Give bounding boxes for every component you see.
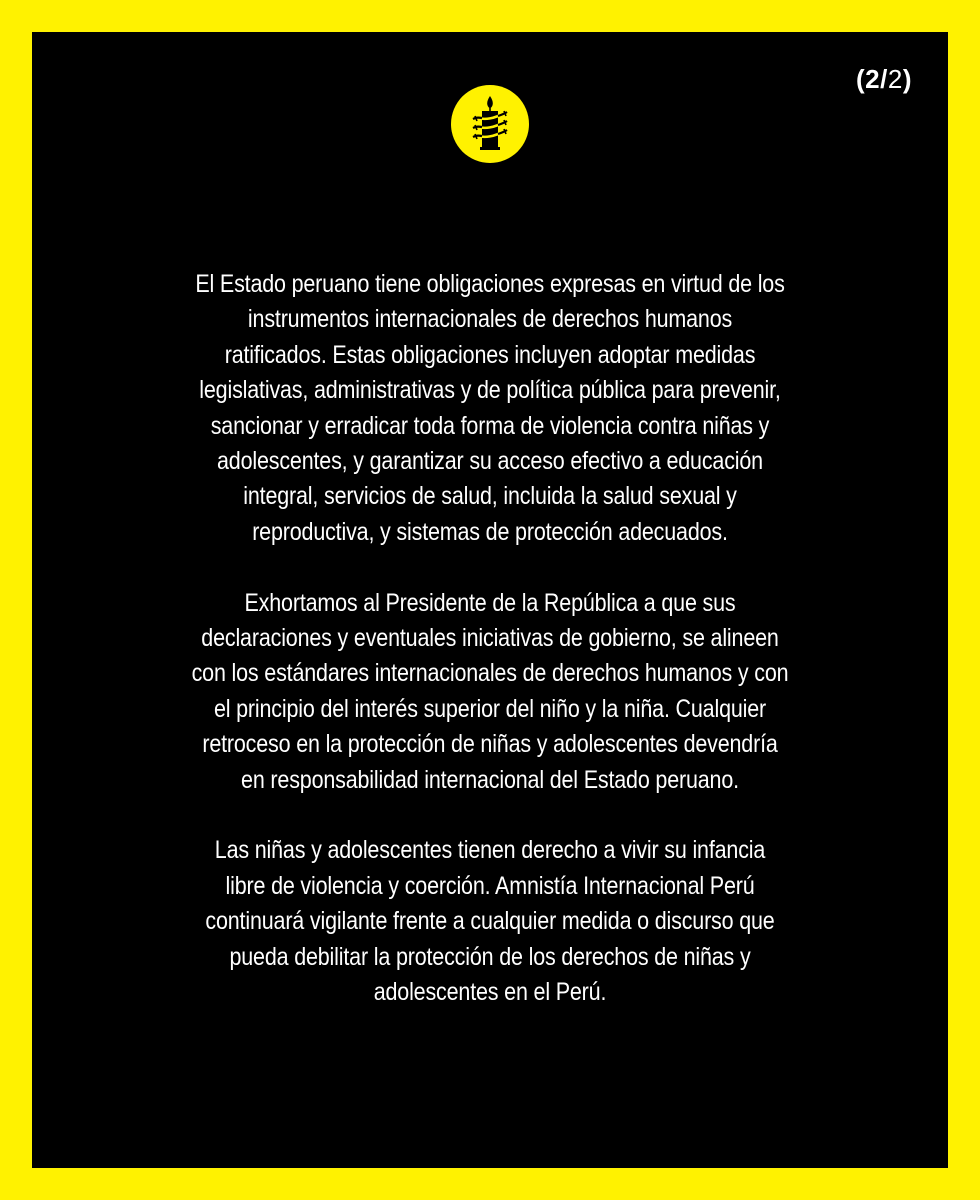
- text-line: libre de violencia y coerción. Amnistía Internacional Perú: [225, 871, 755, 900]
- text-line: declaraciones y eventuales iniciativas de gobierno, se alineen: [201, 624, 779, 653]
- page-indicator: [856, 64, 912, 95]
- text-line: con los estándares internacionales de derechos humanos y con: [191, 659, 789, 688]
- page-total: 2: [887, 64, 903, 94]
- text-line: en responsabilidad internacional del Estado peruano.: [241, 765, 739, 794]
- text-line: El Estado peruano tiene obligaciones expresas en virtud de los: [195, 270, 785, 298]
- text-line: reproductiva, y sistemas de protección adecuados.: [252, 517, 728, 546]
- paragraph-1: [72, 267, 908, 550]
- text-line: ratificados. Estas obligaciones incluyen adoptar medidas: [224, 340, 756, 369]
- text-line: Exhortamos al Presidente de la República a que sus: [244, 588, 736, 617]
- text-line: el principio del interés superior del niño y la niña. Cualquier: [213, 694, 767, 723]
- candle-barbed-wire-icon: [451, 85, 529, 163]
- amnesty-logo: [451, 85, 529, 163]
- text-line: adolescentes, y garantizar su acceso efectivo a educación: [217, 447, 763, 476]
- text-line: sancionar y erradicar toda forma de violencia contra niñas y: [210, 411, 770, 440]
- text-line: Las niñas y adolescentes tienen derecho a vivir su infancia: [214, 836, 766, 865]
- text-line: adolescentes en el Perú.: [373, 978, 607, 1007]
- paragraph-2: [72, 586, 908, 798]
- paragraph-3: [72, 833, 908, 1010]
- statement-text: [72, 267, 908, 1046]
- text-line: legislativas, administrativas y de política pública para prevenir,: [199, 376, 781, 405]
- text-line: integral, servicios de salud, incluida la salud sexual y: [243, 482, 737, 511]
- page-separator: /: [880, 64, 888, 94]
- text-line: retroceso en la protección de niñas y adolescentes devendría: [202, 730, 778, 759]
- text-line: instrumentos internacionales de derechos humanos: [247, 305, 733, 334]
- text-line: continuará vigilante frente a cualquier medida o discurso que: [205, 907, 775, 936]
- text-line: pueda debilitar la protección de los derechos de niñas y: [229, 942, 751, 971]
- page-current: 2: [865, 64, 881, 94]
- page-indicator-open: (: [855, 64, 866, 94]
- page-indicator-close: ): [902, 64, 912, 94]
